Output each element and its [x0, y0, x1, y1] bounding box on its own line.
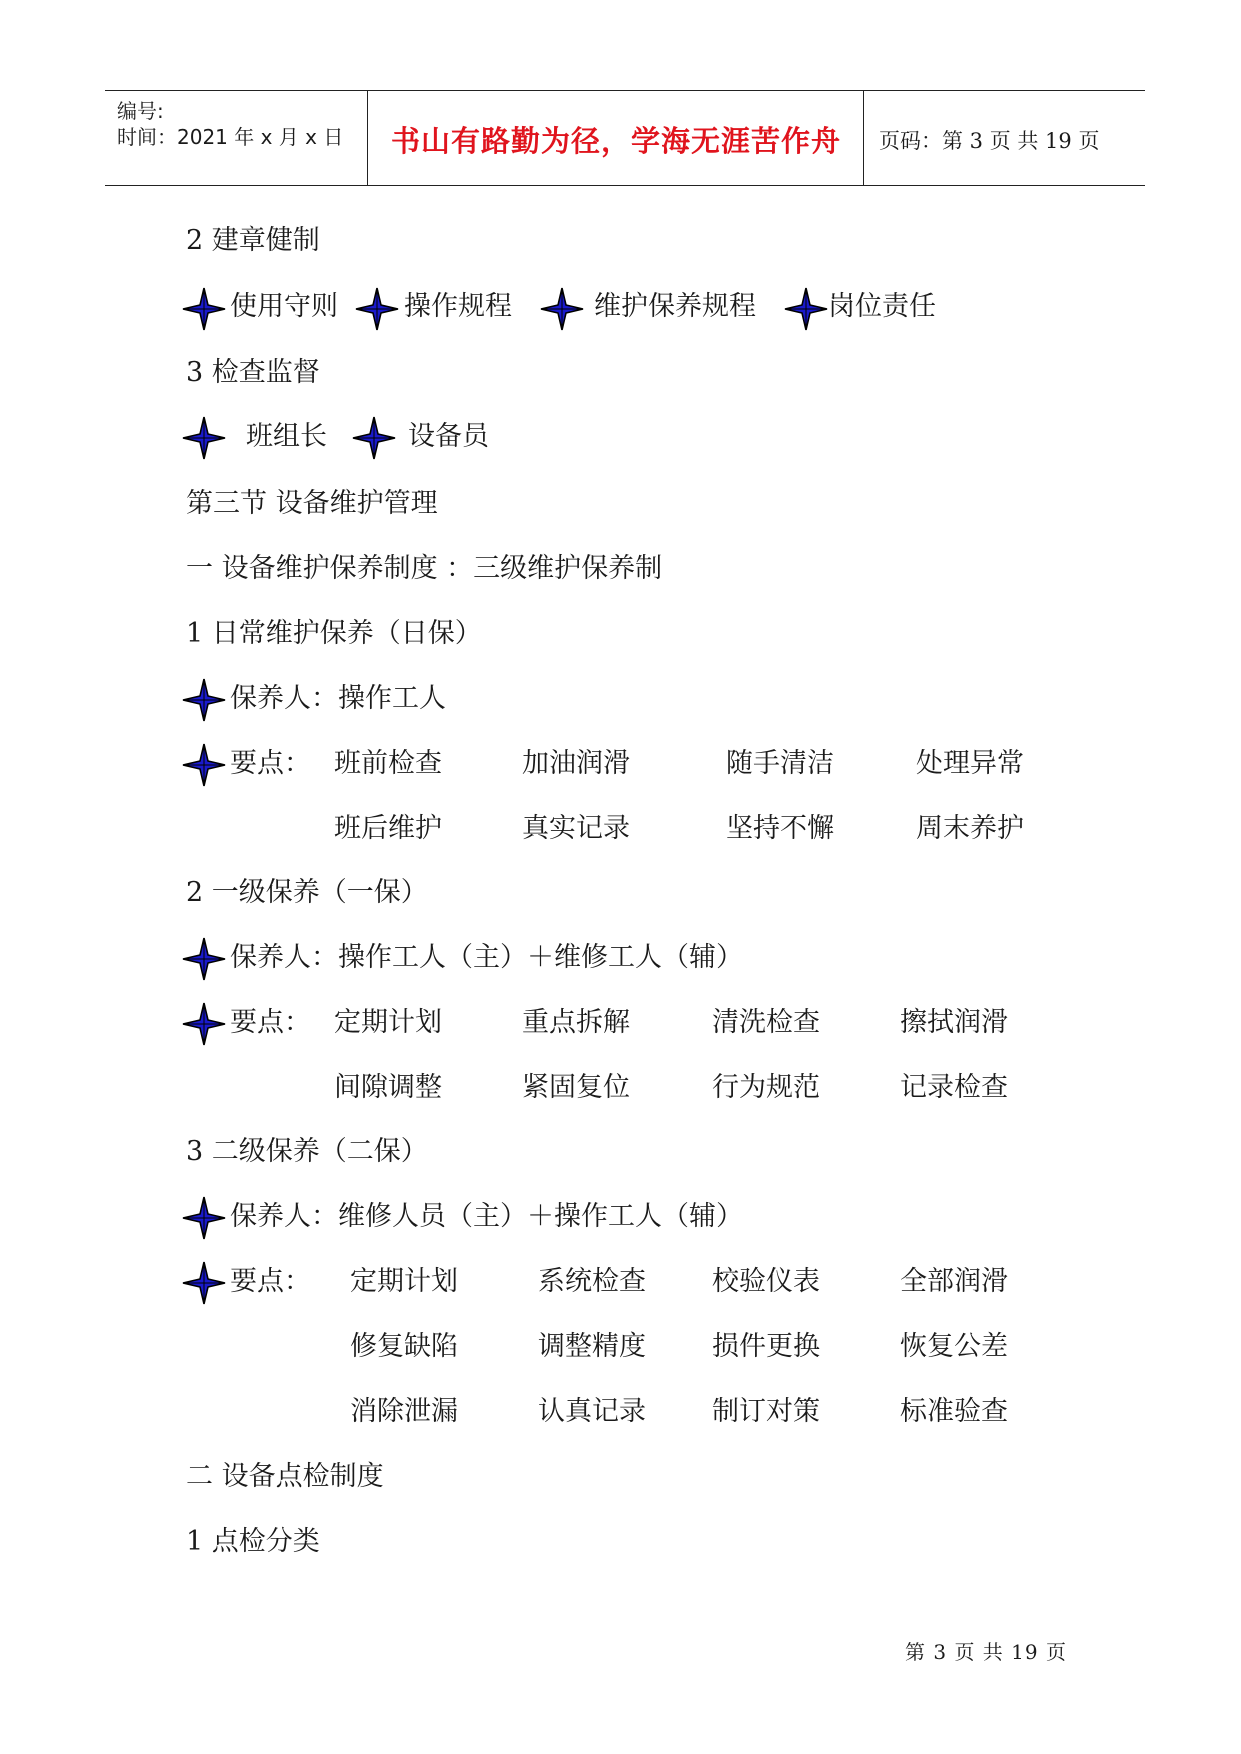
section-heading: 第三节 设备维护管理 — [186, 488, 438, 519]
four-point-star-icon — [182, 743, 226, 787]
four-point-star-icon — [182, 1196, 226, 1240]
supervisor-item: 设备员 — [408, 421, 489, 452]
header-page-label: 页码：第 3 页 共 19 页 — [879, 129, 1100, 153]
four-point-star-icon — [182, 287, 226, 331]
key-point: 真实记录 — [522, 813, 630, 844]
key-points-label: 要点： — [230, 748, 311, 779]
four-point-star-icon — [182, 678, 226, 722]
key-point: 坚持不懈 — [726, 813, 834, 844]
key-point: 班前检查 — [334, 748, 442, 779]
key-points-label: 要点： — [230, 1007, 311, 1038]
four-point-star-icon — [355, 287, 399, 331]
inspection-classification-title: 1 点检分类 — [186, 1526, 320, 1557]
key-point: 损件更换 — [712, 1331, 820, 1362]
part-heading-2: 二 设备点检制度 — [186, 1461, 384, 1492]
key-point: 调整精度 — [538, 1331, 646, 1362]
level2-maintenance-person: 保养人：维修人员（主）＋操作工人（辅） — [230, 1201, 743, 1232]
key-point: 定期计划 — [334, 1007, 442, 1038]
rule-item: 使用守则 — [230, 291, 338, 322]
key-point: 消除泄漏 — [350, 1396, 458, 1427]
header-meta — [105, 91, 368, 185]
key-point: 加油润滑 — [522, 748, 630, 779]
key-point: 认真记录 — [538, 1396, 646, 1427]
section-title-3: 3 检查监督 — [186, 357, 320, 388]
key-point: 制订对策 — [712, 1396, 820, 1427]
key-point: 擦拭润滑 — [900, 1007, 1008, 1038]
key-point: 间隙调整 — [334, 1072, 442, 1103]
daily-maintenance-title: 1 日常维护保养（日保） — [186, 618, 482, 649]
key-point: 周末养护 — [916, 813, 1024, 844]
key-point: 校验仪表 — [712, 1266, 820, 1297]
four-point-star-icon — [182, 1002, 226, 1046]
four-point-star-icon — [182, 1261, 226, 1305]
key-points-label: 要点： — [230, 1266, 311, 1297]
key-point: 行为规范 — [712, 1072, 820, 1103]
key-point: 标准验查 — [900, 1396, 1008, 1427]
header-page-cell — [865, 91, 1145, 185]
four-point-star-icon — [784, 287, 828, 331]
document-time-label: 时间：2021 年 x 月 x 日 — [117, 125, 344, 149]
level2-maintenance-title: 3 二级保养（二保） — [186, 1136, 428, 1167]
key-point: 随手清洁 — [726, 748, 834, 779]
four-point-star-icon — [182, 416, 226, 460]
section-title-2: 2 建章健制 — [186, 225, 320, 256]
key-point: 记录检查 — [900, 1072, 1008, 1103]
key-point: 处理异常 — [916, 748, 1024, 779]
rule-item: 操作规程 — [404, 291, 512, 322]
header-motto-cell — [369, 91, 864, 185]
header-motto: 书山有路勤为径，学海无涯苦作舟 — [390, 124, 841, 158]
key-point: 班后维护 — [334, 813, 442, 844]
four-point-star-icon — [182, 937, 226, 981]
level1-maintenance-person: 保养人：操作工人（主）＋维修工人（辅） — [230, 942, 743, 973]
level1-maintenance-title: 2 一级保养（一保） — [186, 877, 428, 908]
document-number-label: 编号: — [117, 99, 164, 123]
key-point: 恢复公差 — [900, 1331, 1008, 1362]
key-point: 系统检查 — [538, 1266, 646, 1297]
key-point: 清洗检查 — [712, 1007, 820, 1038]
key-point: 重点拆解 — [522, 1007, 630, 1038]
key-point: 全部润滑 — [900, 1266, 1008, 1297]
key-point: 修复缺陷 — [350, 1331, 458, 1362]
four-point-star-icon — [352, 416, 396, 460]
page-footer: 第 3 页 共 19 页 — [905, 1640, 1067, 1664]
daily-maintenance-person: 保养人：操作工人 — [230, 683, 446, 714]
part-heading-1: 一 设备维护保养制度 ：三级维护保养制 — [186, 553, 663, 584]
rule-item: 维护保养规程 — [594, 291, 756, 322]
supervisor-item: 班组长 — [246, 421, 327, 452]
rule-item: 岗位责任 — [828, 291, 936, 322]
four-point-star-icon — [540, 287, 584, 331]
page-header — [105, 90, 1145, 186]
key-point: 定期计划 — [350, 1266, 458, 1297]
key-point: 紧固复位 — [522, 1072, 630, 1103]
